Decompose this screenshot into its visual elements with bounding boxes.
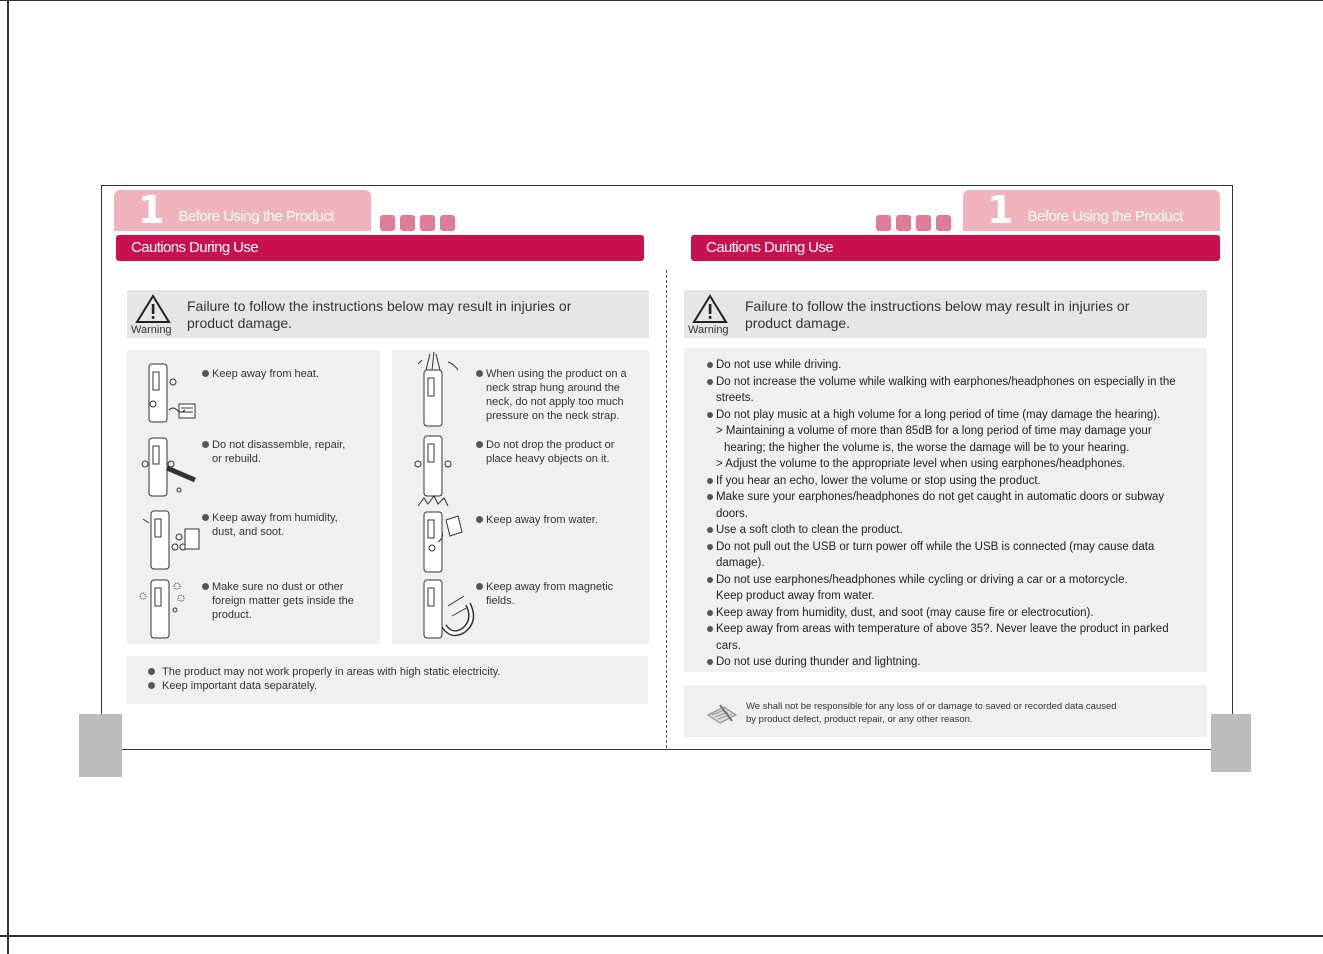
warning-text	[745, 298, 1129, 332]
caution-list-text: Do not use while driving.	[716, 359, 842, 371]
bullet-icon	[202, 583, 209, 590]
caution-item	[476, 580, 613, 608]
decor-square	[400, 215, 415, 231]
caution-list-text: Do not play music at a high volume for a long period of time (may damage the hearing).	[716, 408, 1161, 421]
bullet-icon	[476, 370, 483, 377]
caution-item-line: foreign matter gets inside the	[212, 595, 354, 607]
caution-list-line	[707, 506, 1176, 523]
bullet-icon	[476, 583, 483, 590]
magnet-illustration-icon	[412, 576, 478, 642]
disclaimer-box	[684, 685, 1207, 737]
caution-list-text: streets.	[716, 392, 754, 404]
caution-list-line	[707, 473, 1176, 490]
caution-item-line: product.	[212, 609, 252, 621]
bullet-icon	[707, 379, 713, 385]
warning-label: Warning	[131, 324, 172, 336]
caution-item-line: Keep away from water.	[486, 514, 598, 526]
crop-line-left	[7, 0, 9, 954]
caution-item-line-text: Keep away from humidity,	[212, 512, 338, 524]
cautions-list	[707, 357, 1176, 671]
caution-list-line	[707, 456, 1176, 473]
caution-item-line: pressure on the neck strap.	[486, 410, 620, 422]
caution-list-text: damage).	[716, 557, 765, 569]
note-pencil-icon	[706, 701, 738, 727]
caution-list-line	[707, 390, 1176, 407]
chapter-number: 1	[138, 188, 165, 232]
note-item	[148, 665, 501, 679]
caution-panel-middle	[392, 350, 649, 644]
caution-item-line	[202, 580, 354, 594]
caution-list-line	[707, 440, 1176, 457]
bullet-icon	[707, 494, 713, 500]
chapter-tab-left	[114, 190, 371, 231]
caution-item-line-text: Make sure no dust or other	[212, 581, 344, 593]
bullet-icon	[476, 516, 483, 523]
crop-line-top	[0, 0, 1323, 1]
page-fold-divider	[666, 270, 667, 748]
caution-item	[202, 438, 345, 466]
caution-list-text: Do not use earphones/headphones while cycling or driving a car or a motorcycle.	[716, 573, 1128, 586]
caution-item	[476, 438, 614, 466]
section-title-right: Cautions During Use	[691, 235, 1220, 261]
bullet-icon	[148, 668, 155, 675]
drop-illustration-icon	[412, 434, 472, 510]
caution-item-line: dust, and soot.	[212, 526, 285, 538]
note-item-text: The product may not work properly in areas with high static electricity.	[162, 666, 501, 678]
neck-strap-illustration-icon	[412, 352, 472, 428]
caution-item-line: fields.	[486, 595, 515, 607]
caution-list-text: cars.	[716, 639, 741, 652]
dust-illustration-icon	[135, 576, 199, 642]
bullet-icon	[707, 626, 713, 632]
caution-list-text: Do not pull out the USB or turn power off while the USB is connected (may cause data	[716, 540, 1155, 553]
caution-panel-left	[127, 350, 380, 644]
caution-list-line	[707, 374, 1176, 391]
caution-list-line	[707, 539, 1176, 556]
bullet-icon	[148, 682, 155, 689]
caution-item-line: place heavy objects on it.	[486, 453, 610, 465]
bullet-icon	[202, 370, 209, 377]
warning-text-line: product damage.	[745, 315, 851, 331]
humidity-illustration-icon	[139, 507, 205, 573]
caution-item	[202, 511, 338, 539]
caution-item-line-text: When using the product on a	[486, 368, 627, 380]
warning-text	[187, 298, 571, 332]
chapter-number: 1	[987, 188, 1014, 232]
bullet-icon	[707, 362, 713, 368]
water-illustration-icon	[412, 508, 472, 576]
bullet-icon	[202, 514, 209, 521]
bullet-icon	[707, 577, 713, 583]
caution-list-text: Make sure your earphones/headphones do not get caught in automatic doors or subway	[716, 491, 1165, 503]
caution-item	[476, 513, 598, 527]
caution-list-line	[707, 357, 1176, 374]
decor-square	[440, 215, 455, 231]
caution-item-line	[202, 438, 345, 452]
left-page-edge-tab	[79, 714, 122, 777]
crop-line-bottom	[0, 935, 1323, 937]
decor-square	[876, 215, 891, 231]
caution-list-line	[707, 423, 1176, 440]
note-item-text: Keep important data separately.	[162, 680, 318, 692]
warning-box-left	[127, 290, 649, 338]
caution-list-line	[707, 638, 1176, 655]
caution-list-text: Do not use during thunder and lightning.	[716, 656, 921, 668]
chapter-title: Before Using the Product	[178, 208, 335, 225]
caution-list-text: Use a soft cloth to clean the product.	[716, 524, 903, 536]
caution-list-text: > Maintaining a volume of more than 85dB for a long period of time may damage your	[716, 425, 1152, 437]
note-list	[148, 665, 501, 693]
caution-list-line	[707, 522, 1176, 539]
bullet-icon	[707, 544, 713, 550]
caution-list-text: Keep away from humidity, dust, and soot (may cause fire or electrocution).	[716, 606, 1094, 619]
caution-list-line	[707, 407, 1176, 424]
caution-list-text: > Adjust the volume to the appropriate level when using earphones/headphones.	[716, 458, 1126, 470]
caution-item-line: Keep away from heat.	[212, 368, 320, 380]
bullet-icon	[707, 412, 713, 418]
decor-square	[420, 215, 435, 231]
heat-illustration-icon	[139, 360, 199, 426]
bullet-icon	[202, 441, 209, 448]
caution-list-line	[707, 654, 1176, 671]
notes-box-left	[127, 656, 648, 704]
caution-item-line	[202, 511, 338, 525]
bullet-icon	[476, 441, 483, 448]
bullet-icon	[707, 610, 713, 616]
caution-list-line	[707, 489, 1176, 506]
bullet-icon	[707, 527, 713, 533]
caution-list-line	[707, 621, 1176, 638]
decor-square	[936, 215, 951, 231]
warning-box-right	[684, 290, 1207, 338]
section-title-left: Cautions During Use	[116, 235, 644, 261]
warning-icon	[692, 294, 728, 324]
decor-square	[380, 215, 395, 231]
caution-item	[202, 367, 319, 381]
caution-list-text: If you hear an echo, lower the volume or stop using the product.	[716, 474, 1041, 487]
note-item	[148, 679, 501, 693]
chapter-tab-right	[963, 190, 1220, 231]
right-page-edge-tab	[1211, 714, 1251, 772]
bullet-icon	[707, 478, 713, 484]
decor-square	[916, 215, 931, 231]
disclaimer-line: We shall not be responsible for any loss of or damage to saved or recorded data caused	[746, 701, 1117, 712]
caution-item-line	[476, 367, 627, 381]
cautions-list-box	[684, 348, 1207, 672]
caution-list-line	[707, 605, 1176, 622]
caution-list-text: doors.	[716, 507, 748, 520]
bullet-icon	[707, 659, 713, 665]
disclaimer-text	[746, 700, 1117, 726]
caution-item-line: or rebuild.	[212, 453, 261, 465]
caution-list-line	[707, 572, 1176, 589]
warning-text-line: Failure to follow the instructions below may result in injuries or	[187, 298, 572, 314]
warning-label: Warning	[688, 324, 729, 336]
caution-list-text: Keep away from areas with temperature of above 35?. Never leave the product in parked	[716, 623, 1169, 635]
caution-list-text: hearing; the higher the volume is, the worse the damage will be to your hearing.	[724, 441, 1130, 454]
caution-item-line	[476, 580, 613, 594]
warning-text-line: Failure to follow the instructions below may result in injuries or	[745, 298, 1130, 314]
decor-square	[896, 215, 911, 231]
warning-text-line: product damage.	[187, 315, 293, 331]
caution-item-line: neck, do not apply too much	[486, 396, 624, 408]
disclaimer-line: by product defect, product repair, or any other reason.	[746, 714, 973, 725]
caution-list-text: Keep product away from water.	[716, 590, 875, 602]
caution-item	[202, 580, 354, 622]
caution-list-line	[707, 555, 1176, 572]
caution-item-line-text: Do not drop the product or	[486, 439, 615, 451]
caution-item	[476, 367, 627, 423]
chapter-title: Before Using the Product	[1027, 208, 1184, 225]
caution-list-line	[707, 588, 1176, 605]
caution-item-line-text: Do not disassemble, repair,	[212, 439, 346, 451]
caution-list-text: Do not increase the volume while walking with earphones/headphones on especially in the	[716, 375, 1176, 388]
screwdriver-illustration-icon	[139, 434, 199, 500]
caution-item-line	[476, 438, 614, 452]
caution-item-line-text: Keep away from magnetic	[486, 581, 614, 593]
caution-item-line: neck strap hung around the	[486, 382, 620, 394]
warning-icon	[135, 294, 171, 324]
